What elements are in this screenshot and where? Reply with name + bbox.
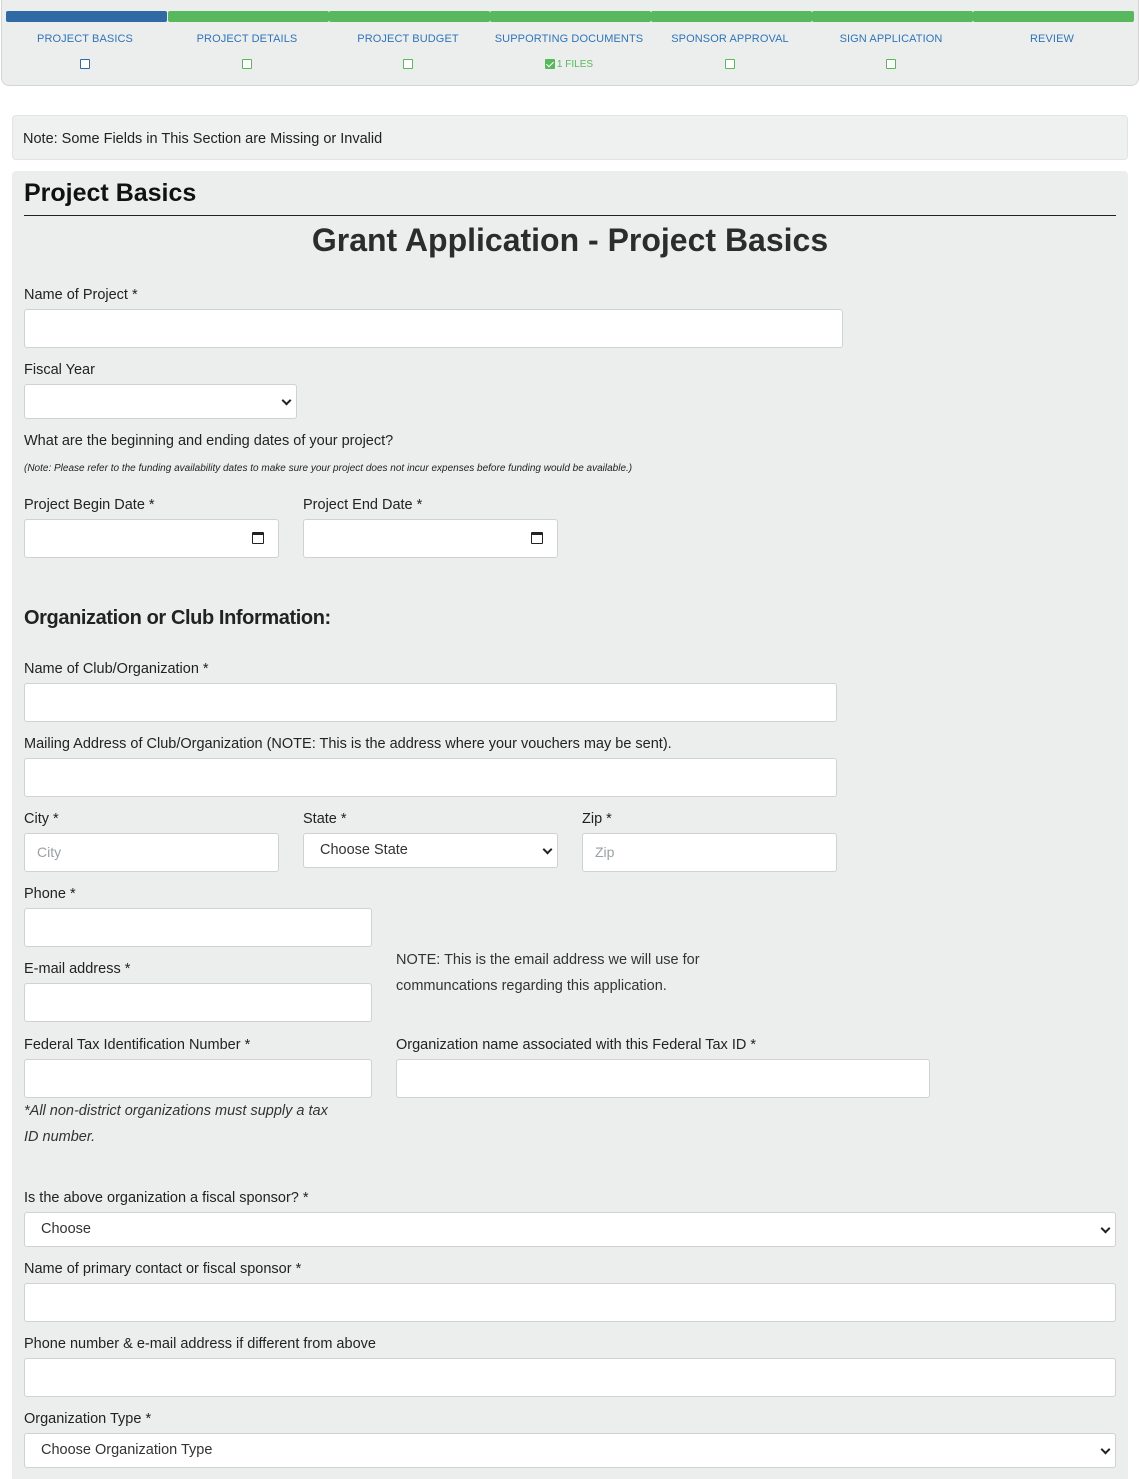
- step-bar: [812, 11, 973, 22]
- fiscal-sponsor-label: Is the above organization a fiscal sponsor? *: [24, 1190, 309, 1206]
- checked-icon: [545, 59, 555, 69]
- email-label: E-mail address *: [24, 961, 131, 977]
- org-type-label: Organization Type *: [24, 1411, 152, 1427]
- section-title: Project Basics: [24, 179, 197, 207]
- fiscal-year-select[interactable]: [24, 384, 297, 419]
- step-label: PROJECT BUDGET: [357, 33, 459, 45]
- step-bar: [973, 11, 1134, 22]
- fiscal-sponsor-value: Choose: [41, 1221, 91, 1237]
- checkbox-icon: [886, 59, 896, 69]
- step-bar: [651, 11, 812, 22]
- phone-email-input[interactable]: [24, 1358, 1116, 1397]
- state-value: Choose State: [320, 842, 408, 858]
- org-type-value: Choose Organization Type: [41, 1442, 213, 1458]
- email-note-line-1: NOTE: This is the email address we will use for: [396, 952, 700, 968]
- checkbox-icon: [403, 59, 413, 69]
- begin-date-input[interactable]: [24, 519, 279, 558]
- fiscal-year-label: Fiscal Year: [24, 362, 95, 378]
- zip-placeholder: Zip: [595, 844, 615, 860]
- step-label: SUPPORTING DOCUMENTS: [494, 33, 644, 45]
- form-panel: [12, 171, 1128, 1479]
- state-label: State *: [303, 811, 347, 827]
- step-label: REVIEW: [1030, 33, 1074, 45]
- step-bar: [490, 11, 651, 22]
- phone-input[interactable]: [24, 908, 372, 947]
- tax-org-label: Organization name associated with this Federal Tax ID *: [396, 1037, 756, 1053]
- begin-date-label: Project Begin Date *: [24, 497, 155, 513]
- city-label: City *: [24, 811, 59, 827]
- fiscal-sponsor-select[interactable]: [24, 1212, 1116, 1247]
- step-label: SIGN APPLICATION: [839, 33, 943, 45]
- step-label: SPONSOR APPROVAL: [671, 33, 789, 45]
- project-name-label: Name of Project *: [24, 287, 138, 303]
- tax-note-line-2: ID number.: [24, 1129, 96, 1145]
- divider: [24, 215, 1116, 216]
- chevron-down-icon: [1101, 1444, 1111, 1454]
- step-review[interactable]: [969, 0, 1135, 86]
- primary-contact-label: Name of primary contact or fiscal sponsor *: [24, 1261, 302, 1277]
- chevron-down-icon: [282, 395, 292, 405]
- step-label: PROJECT BASICS: [37, 33, 133, 45]
- zip-label: Zip *: [582, 811, 612, 827]
- calendar-icon[interactable]: [531, 532, 543, 544]
- tax-org-input[interactable]: [396, 1059, 930, 1098]
- tax-note-line-1: *All non-district organizations must supply a tax: [24, 1103, 328, 1119]
- step-bar: [329, 11, 490, 22]
- validation-note: Note: Some Fields in This Section are Missing or Invalid: [12, 115, 1128, 160]
- step-label: PROJECT DETAILS: [196, 33, 298, 45]
- checkbox-icon: [725, 59, 735, 69]
- org-type-select[interactable]: [24, 1433, 1116, 1468]
- city-placeholder: City: [37, 844, 62, 860]
- phone-email-label: Phone number & e-mail address if different from above: [24, 1336, 376, 1352]
- email-input[interactable]: [24, 983, 372, 1022]
- org-heading: Organization or Club Information:: [24, 607, 331, 629]
- end-date-label: Project End Date *: [303, 497, 423, 513]
- step-project-basics[interactable]: [2, 0, 168, 86]
- chevron-down-icon: [543, 844, 553, 854]
- club-name-label: Name of Club/Organization *: [24, 661, 209, 677]
- city-input[interactable]: [24, 833, 279, 872]
- checkbox-icon: [242, 59, 252, 69]
- mailing-address-input[interactable]: [24, 758, 837, 797]
- state-select[interactable]: [303, 833, 558, 868]
- project-name-input[interactable]: [24, 309, 843, 348]
- step-bar: [168, 11, 329, 22]
- step-project-details[interactable]: [164, 0, 330, 86]
- email-note-line-2: communcations regarding this application.: [396, 978, 667, 994]
- chevron-down-icon: [1101, 1223, 1111, 1233]
- step-project-budget[interactable]: [325, 0, 491, 86]
- step-sign-application[interactable]: [808, 0, 974, 86]
- end-date-input[interactable]: [303, 519, 558, 558]
- page-title: Grant Application - Project Basics: [311, 222, 829, 258]
- phone-label: Phone *: [24, 886, 76, 902]
- tax-id-input[interactable]: [24, 1059, 372, 1098]
- calendar-icon[interactable]: [252, 532, 264, 544]
- files-count: 1 FILES: [556, 58, 594, 70]
- dates-note: (Note: Please refer to the funding availability dates to make sure your project does not incur expenses before funding would be available.): [24, 463, 633, 474]
- dates-question: What are the beginning and ending dates of your project?: [24, 433, 394, 449]
- step-supporting-documents[interactable]: [486, 0, 652, 86]
- club-name-input[interactable]: [24, 683, 837, 722]
- zip-input[interactable]: [582, 833, 837, 872]
- checkbox-icon: [80, 59, 90, 69]
- step-sponsor-approval[interactable]: [647, 0, 813, 86]
- step-bar: [6, 11, 167, 22]
- primary-contact-input[interactable]: [24, 1283, 1116, 1322]
- tax-id-label: Federal Tax Identification Number *: [24, 1037, 251, 1053]
- progress-steps: [1, 0, 1139, 86]
- mailing-address-label: Mailing Address of Club/Organization (NOTE: This is the address where your vouchers may be sent).: [24, 736, 672, 752]
